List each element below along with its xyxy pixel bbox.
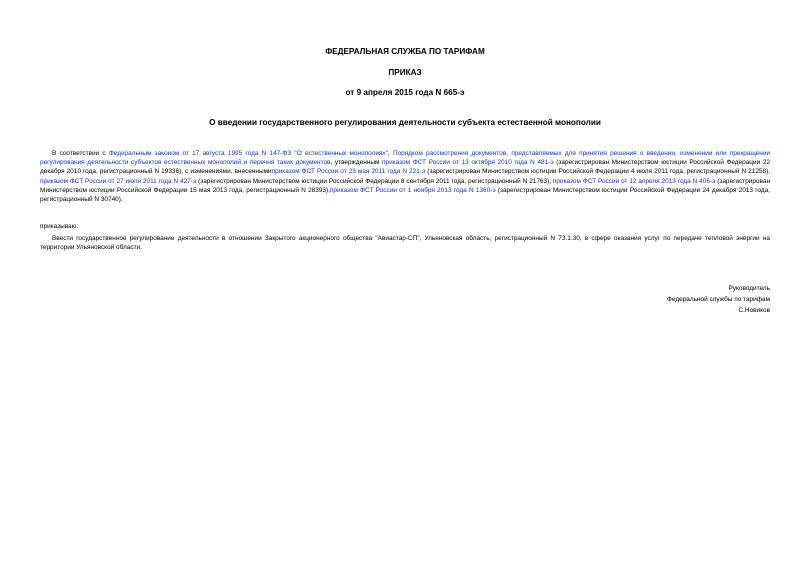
- document-date-number: от 9 апреля 2015 года N 665-э: [345, 88, 465, 97]
- link-order-1360[interactable]: приказом ФСТ России от 1 ноября 2013 года N 1360-э: [329, 186, 496, 194]
- link-federal-law-147[interactable]: Федеральным законом от 17 августа 1995 года N 147-ФЗ "О естественных монополиях": [108, 150, 388, 157]
- link-order-481[interactable]: приказом ФСТ России от 13 октября 2010 года N 481-э: [382, 159, 554, 167]
- preamble-text: ,: [387, 150, 393, 157]
- agency-name: ФЕДЕРАЛЬНАЯ СЛУЖБА ПО ТАРИФАМ: [325, 47, 485, 56]
- link-order-406[interactable]: приказом ФСТ России от 12 апреля 2013 года N 406-э: [552, 177, 716, 185]
- link-review-procedure[interactable]: Порядком рассмотрения документов, представляемых для принятия решения о введении, изменении или прекращении регулирования деятельности субъектов естественных монополий и перечня таких документов: [40, 150, 771, 167]
- preamble-text: (зарегистрирован Министерством юстиции Российской Федерации 4 июля 2011 года, регистрационный N 21258),: [425, 168, 770, 176]
- link-order-427[interactable]: приказом ФСТ России от 27 июля 2011 года N 427-э: [40, 177, 197, 185]
- preamble-text: (зарегистрирован Министерством юстиции Российской Федерации 22 декабря 2010 года, регистрационный N 19336), с изменениями, внесенными: [40, 159, 770, 176]
- orders-label: приказываю:: [40, 223, 79, 230]
- preamble-text: (зарегистрирован Министерством юстиции Российской Федерации 8 сентября 2011 года, регистрационный N 21763),: [196, 177, 553, 185]
- signature-name: С.Новиков: [738, 307, 770, 314]
- document-type: ПРИКАЗ: [388, 68, 422, 77]
- signature-block: [470, 283, 770, 316]
- document-title: О введении государственного регулирования деятельности субъекта естественной монополии: [209, 118, 601, 127]
- preamble-paragraph: [40, 149, 770, 204]
- preamble-text: (зарегистрирован Министерством юстиции Российской Федерации 24 декабря 2013 года, регистрационный N 30740),: [40, 186, 770, 204]
- preamble-text: (зарегистрирован Министерством юстиции Российской Федерации 15 мая 2013 года, регистрационный N 28393),: [40, 177, 771, 194]
- decree-paragraph: Ввести государственное регулирование деятельности в отношении Закрытого акционерного общества "Авиастар-СП", Ульяновская область, регистрационный N 73.1.30, в сфере оказания услуг по передаче тепловой энергии на территории Ульяновской области.: [40, 235, 770, 252]
- link-order-221[interactable]: приказом ФСТ России от 23 мая 2011 года N 221-э: [271, 168, 426, 176]
- document-page: [40, 0, 770, 571]
- signature-organization: Федеральной службы по тарифам: [667, 296, 770, 303]
- signature-position: Руководитель: [728, 285, 770, 292]
- preamble-text: , утвержденным: [330, 159, 383, 167]
- preamble-text: В соответствии с: [52, 150, 109, 157]
